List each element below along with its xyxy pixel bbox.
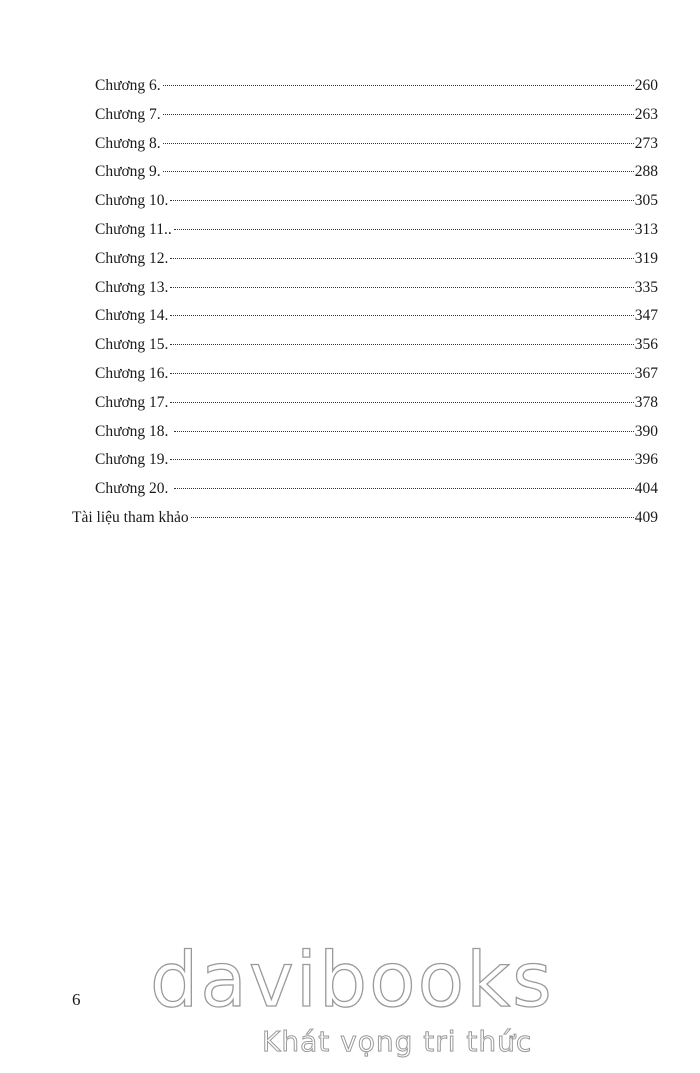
toc-entry-page: 378: [634, 393, 658, 411]
toc-entry-page: 319: [634, 249, 658, 267]
toc-entry-label: Chương 14.: [95, 307, 169, 325]
toc-entry-label: Tài liệu tham khảo: [72, 508, 189, 526]
toc-entry-label: Chương 11..: [95, 220, 172, 238]
dot-leader: [163, 143, 634, 144]
toc-entry-page: 367: [634, 364, 658, 382]
toc-entry-page: 390: [634, 422, 658, 440]
dot-leader: [170, 344, 633, 345]
toc-entry-page: 396: [634, 451, 658, 469]
toc-entry-label: Chương 16.: [95, 364, 169, 382]
watermark-logo: [150, 935, 570, 1058]
dot-leader: [170, 287, 633, 288]
dot-leader: [170, 258, 633, 259]
toc-entry-page: 404: [634, 480, 658, 498]
toc-entry-label: Chương 12.: [95, 249, 169, 267]
toc-entry-chapter-10[interactable]: [95, 187, 658, 216]
toc-entry-page: 260: [634, 77, 658, 94]
toc-entry-label: Chương 18.: [95, 422, 173, 440]
toc-entry-chapter-7[interactable]: [95, 101, 658, 130]
dot-leader: [174, 431, 633, 432]
toc-entry-label: Chương 8.: [95, 134, 161, 152]
toc-entry-chapter-16[interactable]: [95, 360, 658, 389]
toc-entry-chapter-11[interactable]: [95, 216, 658, 245]
toc-entry-label: Chương 17.: [95, 393, 169, 411]
toc-entry-label: Chương 9.: [95, 163, 161, 181]
toc-entry-page: 409: [634, 508, 658, 526]
toc-entry-chapter-12[interactable]: [95, 245, 658, 274]
toc-entry-page: 288: [634, 163, 658, 181]
toc-entry-chapter-19[interactable]: [95, 446, 658, 475]
dot-leader: [163, 171, 634, 172]
dot-leader: [170, 315, 633, 316]
toc-entry-chapter-13[interactable]: [95, 274, 658, 303]
toc-entry-label: Chương 15.: [95, 336, 169, 354]
dot-leader: [170, 200, 633, 201]
toc-entry-references[interactable]: [72, 504, 658, 533]
watermark-brand: davibooks: [150, 935, 554, 1024]
toc-entry-page: 313: [634, 220, 658, 238]
toc-entry-page: 356: [634, 336, 658, 354]
toc-entry-label: Chương 13.: [95, 278, 169, 296]
toc-entry-chapter-9[interactable]: [95, 158, 658, 187]
dot-leader: [170, 459, 633, 460]
page-number: 6: [72, 990, 81, 1009]
toc-entry-chapter-18[interactable]: [95, 418, 658, 447]
toc-entry-page: 305: [634, 192, 658, 210]
toc-entry-chapter-8[interactable]: [95, 130, 658, 159]
toc-entry-chapter-6[interactable]: [95, 72, 658, 101]
toc-entry-label: Chương 20.: [95, 480, 173, 498]
dot-leader: [174, 488, 633, 489]
watermark-tagline: Khát vọng tri thức: [262, 1025, 533, 1058]
dot-leader: [191, 517, 634, 518]
toc-entry-label: Chương 19.: [95, 451, 169, 469]
toc-entry-label: Chương 6.: [95, 77, 161, 94]
toc-entry-chapter-20[interactable]: [95, 475, 658, 504]
toc-entry-page: 273: [634, 134, 658, 152]
toc-entry-label: Chương 10.: [95, 192, 169, 210]
dot-leader: [170, 402, 633, 403]
toc-entry-label: Chương 7.: [95, 105, 161, 123]
dot-leader: [170, 373, 633, 374]
toc-entry-page: 335: [634, 278, 658, 296]
toc-entry-page: 347: [634, 307, 658, 325]
dot-leader: [163, 85, 634, 86]
toc-entry-chapter-17[interactable]: [95, 389, 658, 418]
dot-leader: [174, 229, 634, 230]
toc-entry-chapter-14[interactable]: [95, 302, 658, 331]
dot-leader: [163, 114, 634, 115]
table-of-contents: [0, 72, 700, 533]
toc-entry-page: 263: [634, 105, 658, 123]
toc-entry-chapter-15[interactable]: [95, 331, 658, 360]
